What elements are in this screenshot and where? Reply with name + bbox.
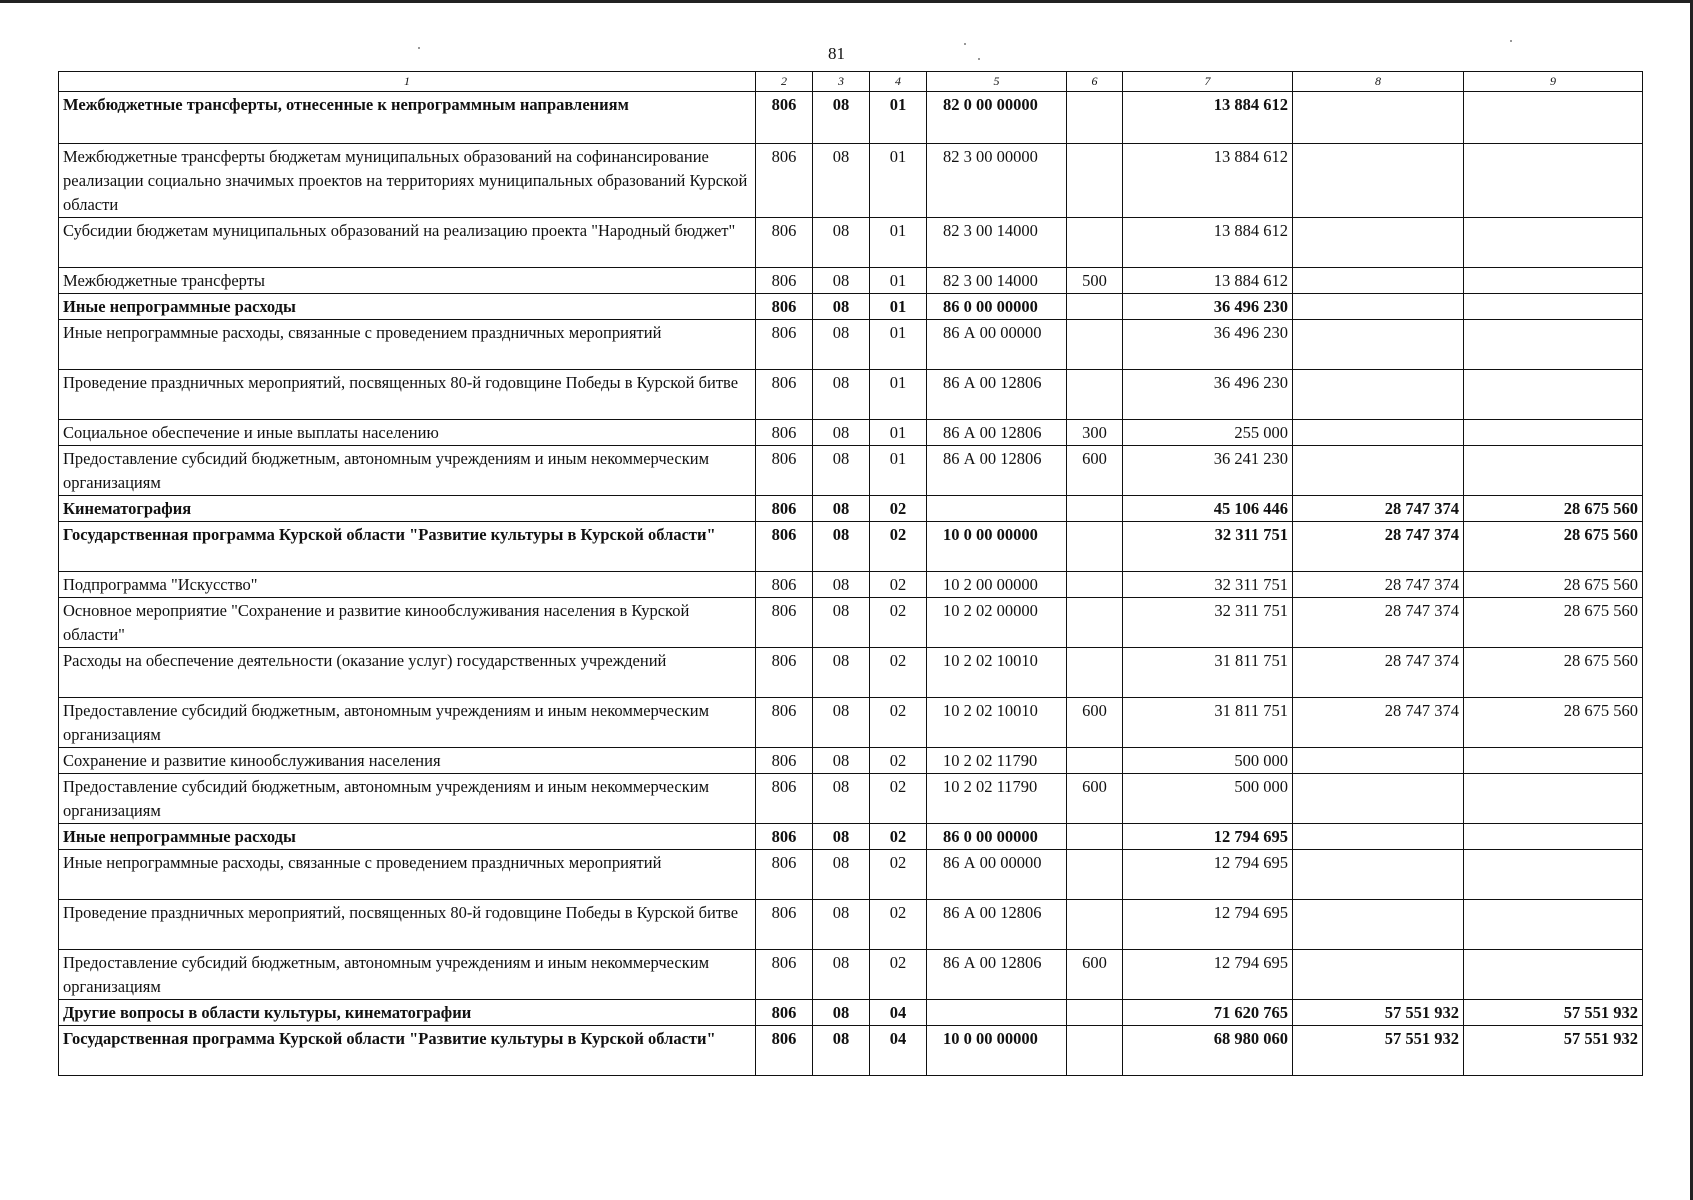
table-row (59, 294, 1643, 320)
col-section-cell: 08 (813, 748, 870, 774)
scan-speck (978, 58, 980, 60)
table-row (59, 824, 1643, 850)
col-subsection-cell: 01 (870, 144, 927, 218)
col-target-article-cell: 86 А 00 12806 (927, 950, 1067, 1000)
col-amount-year2-cell (1293, 900, 1464, 950)
table-row (59, 446, 1643, 496)
col-section-cell: 08 (813, 572, 870, 598)
col-section-cell: 08 (813, 144, 870, 218)
col-amount-year3-cell: 28 675 560 (1464, 522, 1643, 572)
col-expense-type-cell (1067, 92, 1123, 144)
col-amount-year2-cell: 28 747 374 (1293, 698, 1464, 748)
col-amount-year1-cell: 36 496 230 (1123, 370, 1293, 420)
col-name-cell: Государственная программа Курской области "Развитие культуры в Курской области" (59, 1026, 756, 1076)
table-row (59, 598, 1643, 648)
column-number-col-amount-year3: 9 (1464, 72, 1643, 92)
col-expense-type-cell (1067, 496, 1123, 522)
col-amount-year3-cell (1464, 294, 1643, 320)
col-name-cell: Субсидии бюджетам муниципальных образований на реализацию проекта "Народный бюджет" (59, 218, 756, 268)
col-name-cell: Межбюджетные трансферты (59, 268, 756, 294)
table-row (59, 144, 1643, 218)
col-target-article-cell (927, 1000, 1067, 1026)
col-target-article-cell: 82 3 00 14000 (927, 218, 1067, 268)
table-row (59, 420, 1643, 446)
col-section-cell: 08 (813, 446, 870, 496)
col-target-article-cell: 10 0 00 00000 (927, 522, 1067, 572)
col-amount-year2-cell (1293, 446, 1464, 496)
col-amount-year1-cell: 12 794 695 (1123, 850, 1293, 900)
col-section-cell: 08 (813, 294, 870, 320)
table-row (59, 1026, 1643, 1076)
col-amount-year2-cell (1293, 370, 1464, 420)
col-ministry-cell: 806 (756, 370, 813, 420)
col-name-cell: Межбюджетные трансферты, отнесенные к непрограммным направлениям (59, 92, 756, 144)
col-amount-year1-cell: 12 794 695 (1123, 900, 1293, 950)
col-expense-type-cell: 300 (1067, 420, 1123, 446)
table-row (59, 698, 1643, 748)
col-amount-year3-cell (1464, 850, 1643, 900)
col-expense-type-cell (1067, 598, 1123, 648)
col-amount-year1-cell: 32 311 751 (1123, 522, 1293, 572)
col-name-cell: Сохранение и развитие кинообслуживания населения (59, 748, 756, 774)
col-target-article-cell: 86 А 00 00000 (927, 320, 1067, 370)
col-subsection-cell: 01 (870, 92, 927, 144)
col-expense-type-cell (1067, 648, 1123, 698)
col-section-cell: 08 (813, 598, 870, 648)
col-expense-type-cell: 600 (1067, 698, 1123, 748)
col-ministry-cell: 806 (756, 144, 813, 218)
col-section-cell: 08 (813, 522, 870, 572)
col-amount-year3-cell (1464, 370, 1643, 420)
col-amount-year2-cell (1293, 774, 1464, 824)
page-number: 81 (828, 44, 845, 63)
col-target-article-cell: 86 А 00 12806 (927, 446, 1067, 496)
col-ministry-cell: 806 (756, 598, 813, 648)
table-row (59, 496, 1643, 522)
col-subsection-cell: 02 (870, 522, 927, 572)
col-section-cell: 08 (813, 824, 870, 850)
table-row (59, 748, 1643, 774)
col-section-cell: 08 (813, 92, 870, 144)
col-subsection-cell: 01 (870, 370, 927, 420)
column-number-col-subsection: 4 (870, 72, 927, 92)
col-section-cell: 08 (813, 218, 870, 268)
col-target-article-cell: 86 0 00 00000 (927, 824, 1067, 850)
col-ministry-cell: 806 (756, 774, 813, 824)
column-number-col-amount-year2: 8 (1293, 72, 1464, 92)
col-target-article-cell: 10 2 02 10010 (927, 648, 1067, 698)
col-name-cell: Предоставление субсидий бюджетным, автономным учреждениям и иным некоммерческим организациям (59, 950, 756, 1000)
col-amount-year2-cell (1293, 950, 1464, 1000)
col-target-article-cell (927, 496, 1067, 522)
col-name-cell: Проведение праздничных мероприятий, посвященных 80-й годовщине Победы в Курской битве (59, 370, 756, 420)
col-amount-year1-cell: 500 000 (1123, 774, 1293, 824)
col-subsection-cell: 02 (870, 824, 927, 850)
col-target-article-cell: 86 А 00 12806 (927, 420, 1067, 446)
col-name-cell: Иные непрограммные расходы, связанные с проведением праздничных мероприятий (59, 320, 756, 370)
col-amount-year2-cell (1293, 294, 1464, 320)
col-amount-year2-cell (1293, 824, 1464, 850)
col-amount-year3-cell (1464, 420, 1643, 446)
col-subsection-cell: 01 (870, 268, 927, 294)
col-amount-year3-cell (1464, 900, 1643, 950)
col-section-cell: 08 (813, 268, 870, 294)
col-subsection-cell: 01 (870, 294, 927, 320)
col-amount-year2-cell (1293, 420, 1464, 446)
col-name-cell: Социальное обеспечение и иные выплаты населению (59, 420, 756, 446)
col-amount-year3-cell (1464, 748, 1643, 774)
col-target-article-cell: 82 0 00 00000 (927, 92, 1067, 144)
col-subsection-cell: 02 (870, 572, 927, 598)
col-expense-type-cell (1067, 294, 1123, 320)
col-expense-type-cell: 600 (1067, 446, 1123, 496)
col-amount-year3-cell (1464, 92, 1643, 144)
col-target-article-cell: 10 2 00 00000 (927, 572, 1067, 598)
col-amount-year2-cell: 28 747 374 (1293, 496, 1464, 522)
column-number-col-name: 1 (59, 72, 756, 92)
col-section-cell: 08 (813, 900, 870, 950)
col-amount-year2-cell: 28 747 374 (1293, 572, 1464, 598)
col-ministry-cell: 806 (756, 446, 813, 496)
col-subsection-cell: 04 (870, 1026, 927, 1076)
col-amount-year1-cell: 31 811 751 (1123, 648, 1293, 698)
col-expense-type-cell (1067, 320, 1123, 370)
col-target-article-cell: 82 3 00 14000 (927, 268, 1067, 294)
budget-table (58, 71, 1643, 1076)
col-amount-year3-cell: 28 675 560 (1464, 698, 1643, 748)
col-ministry-cell: 806 (756, 850, 813, 900)
col-section-cell: 08 (813, 370, 870, 420)
col-name-cell: Иные непрограммные расходы (59, 294, 756, 320)
col-section-cell: 08 (813, 850, 870, 900)
col-ministry-cell: 806 (756, 92, 813, 144)
col-amount-year3-cell (1464, 320, 1643, 370)
col-subsection-cell: 01 (870, 446, 927, 496)
col-name-cell: Государственная программа Курской области "Развитие культуры в Курской области" (59, 522, 756, 572)
col-expense-type-cell (1067, 218, 1123, 268)
scan-edge-top (0, 0, 1693, 3)
col-amount-year1-cell: 36 241 230 (1123, 446, 1293, 496)
col-amount-year2-cell (1293, 748, 1464, 774)
column-number-col-target-article: 5 (927, 72, 1067, 92)
column-number-col-expense-type: 6 (1067, 72, 1123, 92)
col-amount-year2-cell (1293, 144, 1464, 218)
col-amount-year2-cell (1293, 218, 1464, 268)
col-amount-year3-cell (1464, 144, 1643, 218)
col-subsection-cell: 02 (870, 950, 927, 1000)
col-amount-year1-cell: 13 884 612 (1123, 218, 1293, 268)
col-subsection-cell: 02 (870, 850, 927, 900)
scan-speck (1510, 40, 1512, 42)
col-amount-year2-cell (1293, 268, 1464, 294)
scan-speck (418, 47, 420, 49)
col-amount-year3-cell: 28 675 560 (1464, 598, 1643, 648)
col-expense-type-cell (1067, 572, 1123, 598)
col-ministry-cell: 806 (756, 572, 813, 598)
col-amount-year3-cell: 28 675 560 (1464, 572, 1643, 598)
col-amount-year2-cell: 28 747 374 (1293, 522, 1464, 572)
table-row (59, 1000, 1643, 1026)
col-ministry-cell: 806 (756, 320, 813, 370)
col-amount-year3-cell (1464, 268, 1643, 294)
col-expense-type-cell (1067, 824, 1123, 850)
table-row (59, 950, 1643, 1000)
col-target-article-cell: 86 А 00 12806 (927, 370, 1067, 420)
col-amount-year3-cell: 28 675 560 (1464, 496, 1643, 522)
col-expense-type-cell (1067, 522, 1123, 572)
col-amount-year3-cell (1464, 446, 1643, 496)
col-target-article-cell: 10 2 02 11790 (927, 774, 1067, 824)
col-target-article-cell: 10 0 00 00000 (927, 1026, 1067, 1076)
table-row (59, 92, 1643, 144)
col-name-cell: Кинематография (59, 496, 756, 522)
col-ministry-cell: 806 (756, 748, 813, 774)
col-section-cell: 08 (813, 950, 870, 1000)
col-name-cell: Проведение праздничных мероприятий, посвященных 80-й годовщине Победы в Курской битве (59, 900, 756, 950)
table-row (59, 522, 1643, 572)
table-row (59, 648, 1643, 698)
col-amount-year2-cell (1293, 850, 1464, 900)
col-name-cell: Другие вопросы в области культуры, кинематографии (59, 1000, 756, 1026)
col-target-article-cell: 82 3 00 00000 (927, 144, 1067, 218)
table-row (59, 774, 1643, 824)
col-name-cell: Основное мероприятие "Сохранение и развитие кинообслуживания населения в Курской области" (59, 598, 756, 648)
col-expense-type-cell (1067, 900, 1123, 950)
col-section-cell: 08 (813, 774, 870, 824)
col-amount-year3-cell (1464, 824, 1643, 850)
col-section-cell: 08 (813, 1026, 870, 1076)
col-amount-year1-cell: 36 496 230 (1123, 294, 1293, 320)
col-amount-year3-cell: 28 675 560 (1464, 648, 1643, 698)
col-amount-year3-cell: 57 551 932 (1464, 1000, 1643, 1026)
col-section-cell: 08 (813, 698, 870, 748)
col-amount-year3-cell: 57 551 932 (1464, 1026, 1643, 1076)
col-expense-type-cell: 500 (1067, 268, 1123, 294)
col-amount-year1-cell: 255 000 (1123, 420, 1293, 446)
col-target-article-cell: 10 2 02 10010 (927, 698, 1067, 748)
column-number-col-section: 3 (813, 72, 870, 92)
col-amount-year1-cell: 12 794 695 (1123, 824, 1293, 850)
col-subsection-cell: 02 (870, 748, 927, 774)
col-target-article-cell: 86 А 00 00000 (927, 850, 1067, 900)
col-name-cell: Расходы на обеспечение деятельности (оказание услуг) государственных учреждений (59, 648, 756, 698)
col-amount-year3-cell (1464, 774, 1643, 824)
col-amount-year2-cell: 57 551 932 (1293, 1026, 1464, 1076)
col-amount-year1-cell: 500 000 (1123, 748, 1293, 774)
col-amount-year1-cell: 32 311 751 (1123, 572, 1293, 598)
col-name-cell: Подпрограмма "Искусство" (59, 572, 756, 598)
col-section-cell: 08 (813, 648, 870, 698)
col-amount-year1-cell: 45 106 446 (1123, 496, 1293, 522)
column-number-col-amount-year1: 7 (1123, 72, 1293, 92)
col-amount-year1-cell: 36 496 230 (1123, 320, 1293, 370)
col-amount-year2-cell (1293, 92, 1464, 144)
col-ministry-cell: 806 (756, 698, 813, 748)
col-expense-type-cell (1067, 850, 1123, 900)
table-row (59, 900, 1643, 950)
col-amount-year2-cell: 28 747 374 (1293, 598, 1464, 648)
col-amount-year2-cell: 28 747 374 (1293, 648, 1464, 698)
col-subsection-cell: 01 (870, 320, 927, 370)
col-amount-year3-cell (1464, 218, 1643, 268)
col-amount-year1-cell: 32 311 751 (1123, 598, 1293, 648)
col-ministry-cell: 806 (756, 268, 813, 294)
column-number-col-ministry: 2 (756, 72, 813, 92)
col-name-cell: Межбюджетные трансферты бюджетам муниципальных образований на софинансирование реализации социально значимых проектов на территориях муниципальных образований Курской области (59, 144, 756, 218)
col-amount-year1-cell: 68 980 060 (1123, 1026, 1293, 1076)
col-amount-year1-cell: 31 811 751 (1123, 698, 1293, 748)
col-name-cell: Предоставление субсидий бюджетным, автономным учреждениям и иным некоммерческим организациям (59, 698, 756, 748)
col-subsection-cell: 02 (870, 598, 927, 648)
table-row (59, 320, 1643, 370)
table-row (59, 370, 1643, 420)
col-expense-type-cell (1067, 144, 1123, 218)
table-row (59, 850, 1643, 900)
col-ministry-cell: 806 (756, 1000, 813, 1026)
col-subsection-cell: 02 (870, 648, 927, 698)
col-target-article-cell: 86 0 00 00000 (927, 294, 1067, 320)
col-ministry-cell: 806 (756, 420, 813, 446)
col-target-article-cell: 10 2 02 11790 (927, 748, 1067, 774)
col-amount-year1-cell: 13 884 612 (1123, 92, 1293, 144)
col-ministry-cell: 806 (756, 218, 813, 268)
table-row (59, 218, 1643, 268)
col-expense-type-cell: 600 (1067, 774, 1123, 824)
col-ministry-cell: 806 (756, 648, 813, 698)
col-amount-year1-cell: 13 884 612 (1123, 268, 1293, 294)
scan-speck (964, 43, 966, 45)
col-section-cell: 08 (813, 496, 870, 522)
col-amount-year1-cell: 13 884 612 (1123, 144, 1293, 218)
col-subsection-cell: 04 (870, 1000, 927, 1026)
col-subsection-cell: 02 (870, 774, 927, 824)
col-subsection-cell: 02 (870, 698, 927, 748)
col-amount-year1-cell: 71 620 765 (1123, 1000, 1293, 1026)
col-section-cell: 08 (813, 420, 870, 446)
col-expense-type-cell (1067, 748, 1123, 774)
col-target-article-cell: 86 А 00 12806 (927, 900, 1067, 950)
col-ministry-cell: 806 (756, 294, 813, 320)
col-section-cell: 08 (813, 320, 870, 370)
col-amount-year3-cell (1464, 950, 1643, 1000)
col-amount-year2-cell (1293, 320, 1464, 370)
col-ministry-cell: 806 (756, 824, 813, 850)
col-expense-type-cell (1067, 1000, 1123, 1026)
col-amount-year1-cell: 12 794 695 (1123, 950, 1293, 1000)
col-ministry-cell: 806 (756, 950, 813, 1000)
table-row (59, 572, 1643, 598)
col-name-cell: Иные непрограммные расходы, связанные с проведением праздничных мероприятий (59, 850, 756, 900)
col-expense-type-cell (1067, 1026, 1123, 1076)
col-section-cell: 08 (813, 1000, 870, 1026)
col-ministry-cell: 806 (756, 1026, 813, 1076)
col-subsection-cell: 02 (870, 496, 927, 522)
col-amount-year2-cell: 57 551 932 (1293, 1000, 1464, 1026)
col-ministry-cell: 806 (756, 496, 813, 522)
col-subsection-cell: 01 (870, 218, 927, 268)
col-subsection-cell: 02 (870, 900, 927, 950)
col-target-article-cell: 10 2 02 00000 (927, 598, 1067, 648)
col-ministry-cell: 806 (756, 900, 813, 950)
col-name-cell: Предоставление субсидий бюджетным, автономным учреждениям и иным некоммерческим организациям (59, 774, 756, 824)
col-expense-type-cell (1067, 370, 1123, 420)
col-expense-type-cell: 600 (1067, 950, 1123, 1000)
column-number-row (59, 72, 1643, 92)
col-name-cell: Предоставление субсидий бюджетным, автономным учреждениям и иным некоммерческим организациям (59, 446, 756, 496)
table-row (59, 268, 1643, 294)
col-name-cell: Иные непрограммные расходы (59, 824, 756, 850)
col-ministry-cell: 806 (756, 522, 813, 572)
col-subsection-cell: 01 (870, 420, 927, 446)
